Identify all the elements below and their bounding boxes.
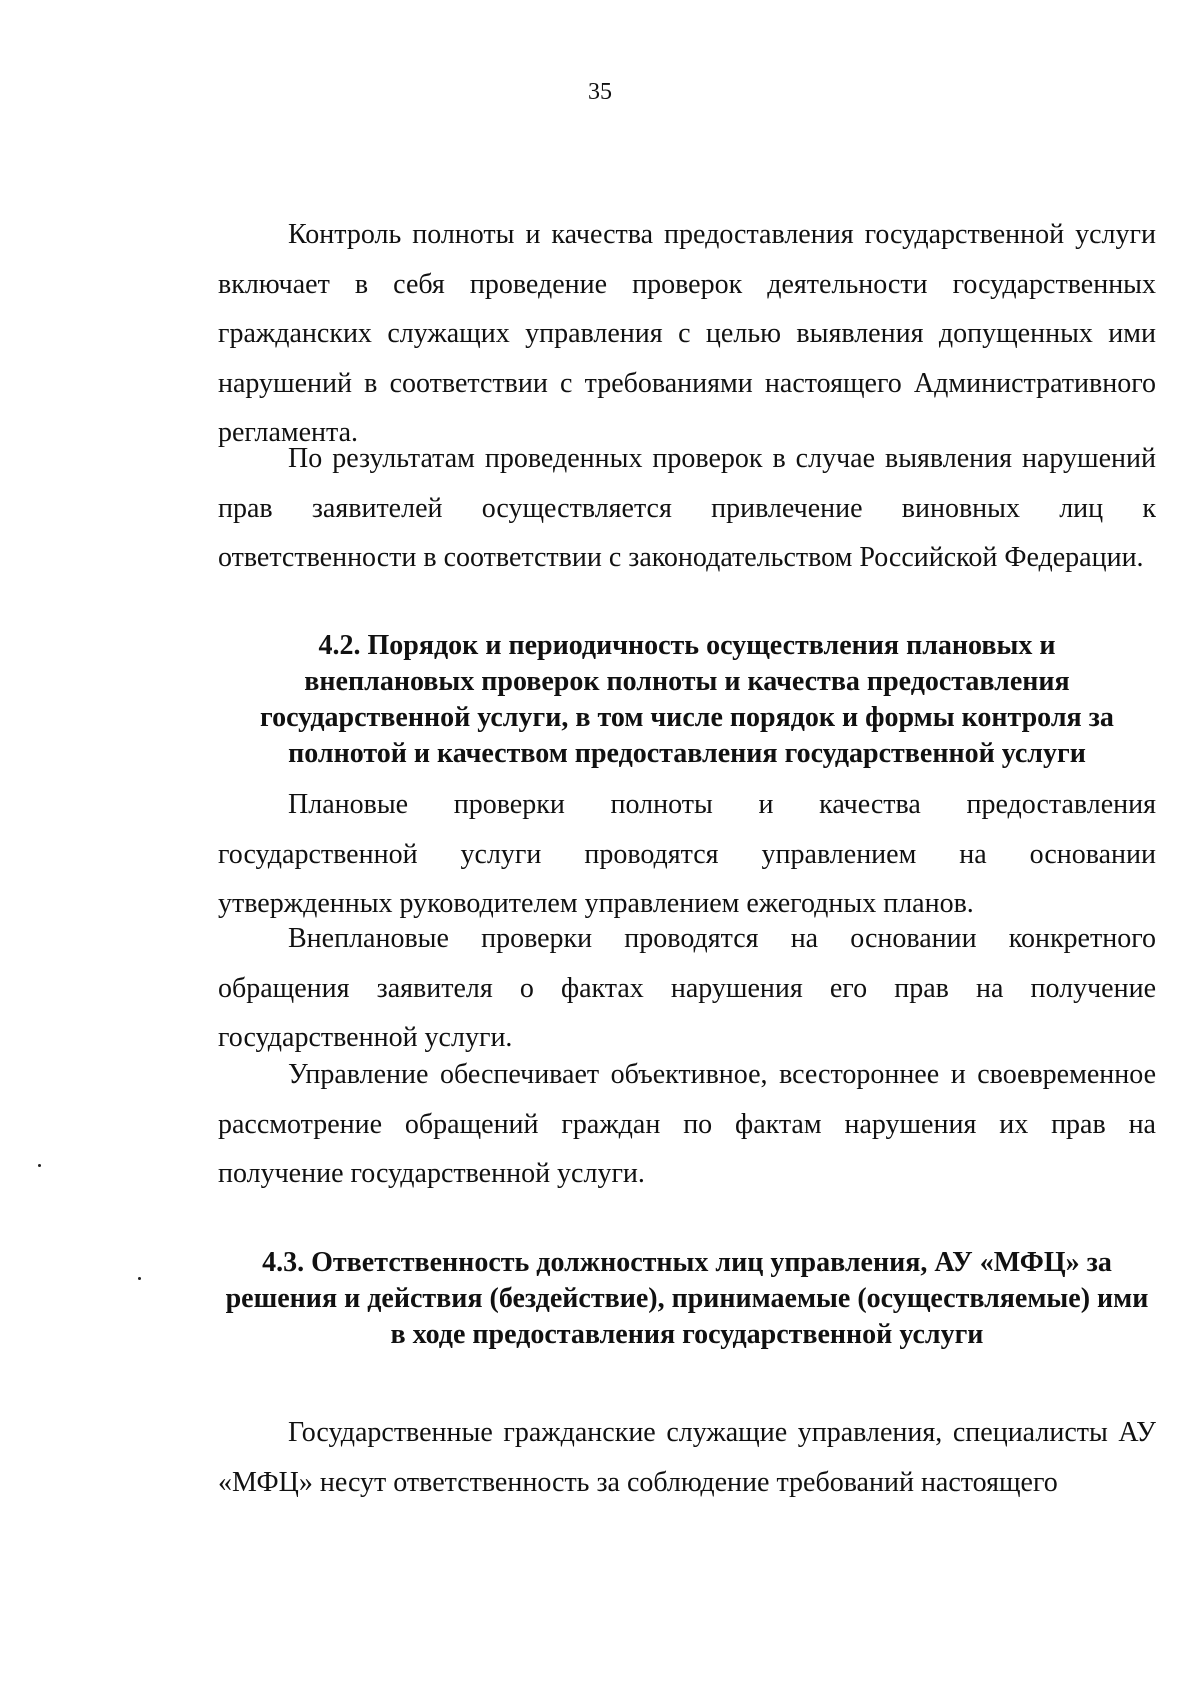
heading-line: внеплановых проверок полноты и качества предоставления: [304, 666, 1070, 697]
scan-speck: [138, 1277, 141, 1280]
paragraph-control-scope: Контроль полноты и качества предоставления государственной услуги включает в себя проведение проверок деятельности государственных гражданских служащих управления с целью выявления допущенных ими нарушений в соответствии с требованиями настоящего Административного регламента.: [218, 219, 1156, 448]
paragraph-violation-responsibility: По результатам проведенных проверок в случае выявления нарушений прав заявителей осуществляется привлечение виновных лиц к ответственности в соответствии с законодательством Российской Федерации.: [218, 443, 1156, 573]
heading-line: решения и действия (бездействие), принимаемые (осуществляемые) ими: [225, 1283, 1149, 1314]
paragraph-staff-responsibility: Государственные гражданские служащие управления, специалисты АУ «МФЦ» несут ответственность за соблюдение требований настоящего: [218, 1417, 1156, 1498]
heading-line: 4.2. Порядок и периодичность осуществления плановых и: [318, 630, 1056, 661]
scan-speck: [38, 1164, 41, 1167]
heading-section-4-2: [218, 628, 1156, 772]
paragraph-planned-checks: Плановые проверки полноты и качества предоставления государственной услуги проводятся управлением на основании утвержденных руководителем управлением ежегодных планов.: [218, 789, 1156, 919]
heading-section-4-3: [218, 1245, 1156, 1353]
heading-line: государственной услуги, в том числе порядок и формы контроля за: [260, 702, 1114, 733]
heading-line: 4.3. Ответственность должностных лиц управления, АУ «МФЦ» за: [262, 1247, 1112, 1278]
page-number: 35: [588, 79, 612, 105]
heading-line: в ходе предоставления государственной услуги: [390, 1319, 984, 1350]
paragraph-review-of-appeals: Управление обеспечивает объективное, всестороннее и своевременное рассмотрение обращений граждан по фактам нарушения их прав на получение государственной услуги.: [218, 1059, 1156, 1189]
paragraph-unplanned-checks: Внеплановые проверки проводятся на основании конкретного обращения заявителя о фактах нарушения его прав на получение государственной услуги.: [218, 923, 1156, 1053]
heading-line: полнотой и качеством предоставления государственной услуги: [288, 738, 1086, 769]
